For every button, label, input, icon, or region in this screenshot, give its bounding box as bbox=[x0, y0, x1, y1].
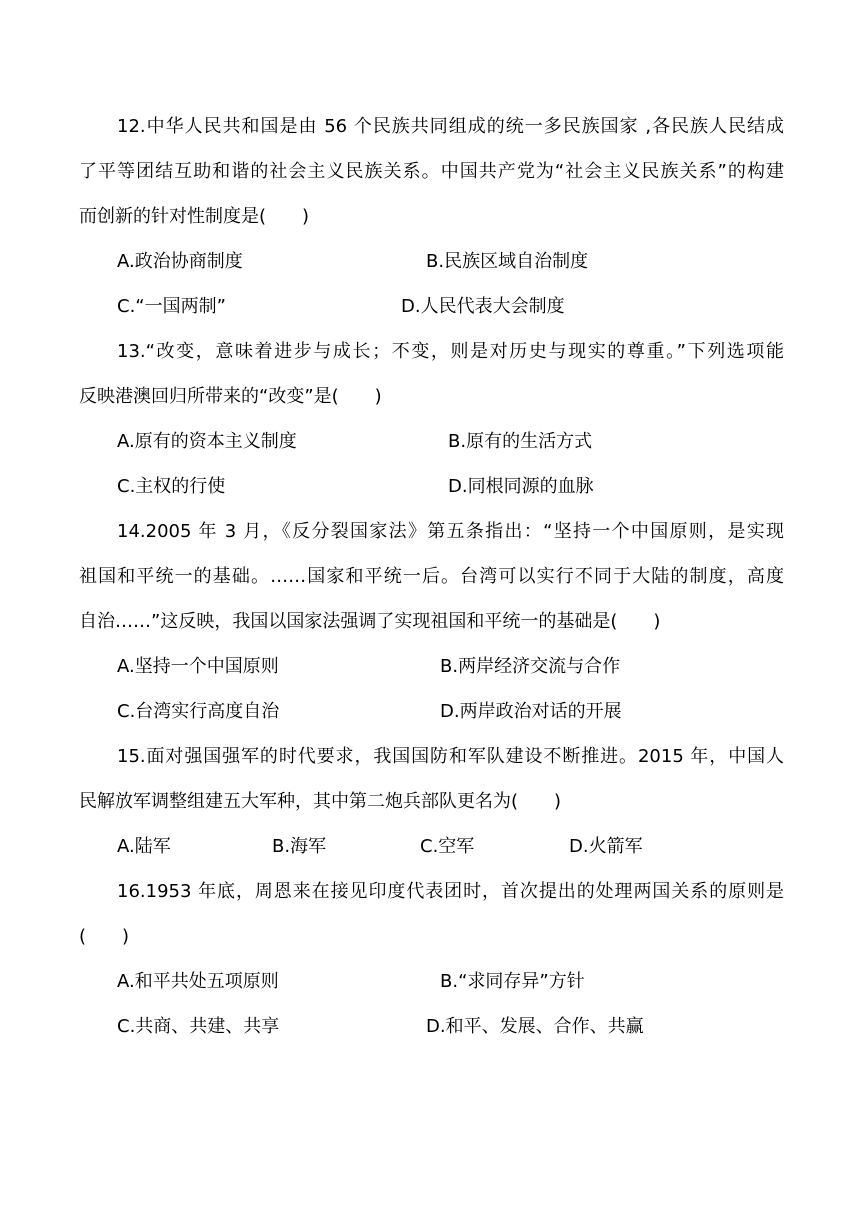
option-c[interactable]: C.共商、共建、共享 bbox=[117, 1016, 280, 1037]
question-text-line: 民解放军调整组建五大军种，其中第二炮兵部队更名为( ) bbox=[79, 791, 562, 812]
option-d[interactable]: D.同根同源的血脉 bbox=[448, 476, 594, 497]
option-a[interactable]: A.坚持一个中国原则 bbox=[117, 656, 279, 677]
option-b[interactable]: B.原有的生活方式 bbox=[448, 431, 593, 452]
option-c[interactable]: C.台湾实行高度自治 bbox=[117, 701, 280, 722]
option-a[interactable]: A.陆军 bbox=[117, 836, 171, 857]
option-c[interactable]: C.主权的行使 bbox=[117, 476, 226, 497]
question-text-line: 15.面对强国强军的时代要求，我国国防和军队建设不断推进。2015 年，中国人 bbox=[117, 746, 784, 767]
option-b[interactable]: B.两岸经济交流与合作 bbox=[440, 656, 621, 677]
option-d[interactable]: D.两岸政治对话的开展 bbox=[440, 701, 622, 722]
question-text-line: 16.1953 年底，周恩来在接见印度代表团时，首次提出的处理两国关系的原则是 bbox=[117, 881, 784, 902]
option-a[interactable]: A.原有的资本主义制度 bbox=[117, 431, 297, 452]
question-text-line: 14.2005 年 3 月，《反分裂国家法》第五条指出：“坚持一个中国原则，是实现 bbox=[117, 521, 784, 542]
question-text-line: 了平等团结互助和谐的社会主义民族关系。中国共产党为“社会主义民族关系”的构建 bbox=[79, 161, 784, 182]
option-d[interactable]: D.人民代表大会制度 bbox=[401, 296, 565, 317]
option-d[interactable]: D.和平、发展、合作、共赢 bbox=[426, 1016, 644, 1037]
question-text-line: 而创新的针对性制度是( ) bbox=[79, 206, 310, 227]
option-a[interactable]: A.政治协商制度 bbox=[117, 251, 243, 272]
option-c[interactable]: C.“一国两制” bbox=[117, 296, 226, 317]
question-text-line: 自治……”这反映，我国以国家法强调了实现祖国和平统一的基础是( ) bbox=[79, 611, 661, 632]
question-text-line: ( ) bbox=[79, 926, 130, 947]
option-d[interactable]: D.火箭军 bbox=[569, 836, 643, 857]
question-text-line: 反映港澳回归所带来的“改变”是( ) bbox=[79, 386, 382, 407]
question-text-line: 13.“改变，意味着进步与成长；不变，则是对历史与现实的尊重。”下列选项能 bbox=[117, 341, 784, 362]
question-text-line: 祖国和平统一的基础。……国家和平统一后。台湾可以实行不同于大陆的制度，高度 bbox=[79, 566, 784, 587]
option-b[interactable]: B.海军 bbox=[272, 836, 327, 857]
option-a[interactable]: A.和平共处五项原则 bbox=[117, 971, 279, 992]
question-text-line: 12.中华人民共和国是由 56 个民族共同组成的统一多民族国家 ,各民族人民结成 bbox=[117, 116, 784, 137]
option-b[interactable]: B.“求同存异”方针 bbox=[440, 971, 585, 992]
option-c[interactable]: C.空军 bbox=[420, 836, 475, 857]
option-b[interactable]: B.民族区域自治制度 bbox=[426, 251, 589, 272]
